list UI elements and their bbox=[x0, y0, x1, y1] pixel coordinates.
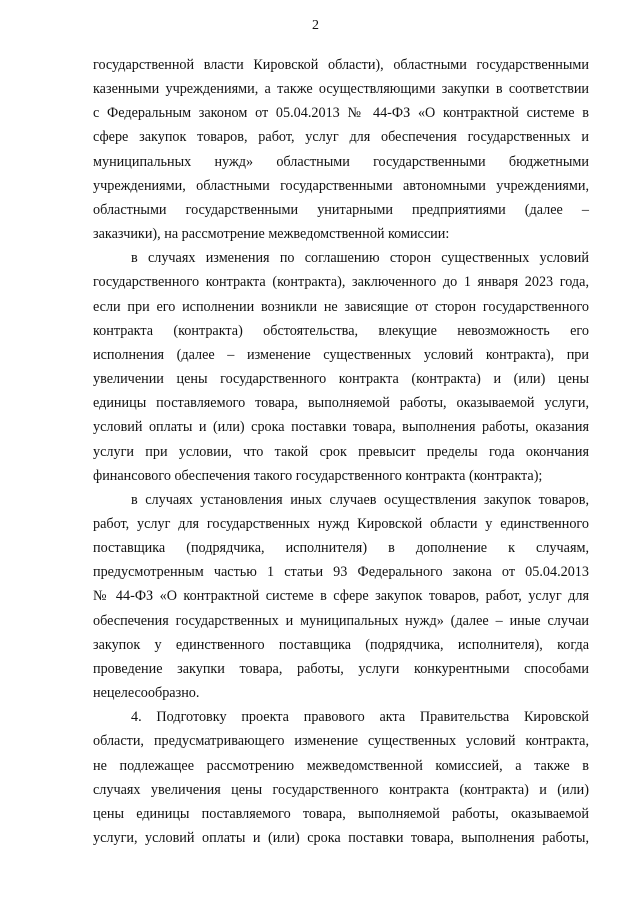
text-line: государственного контракта (контракта), заключенного до 1 января 2023 года, bbox=[93, 274, 589, 291]
document-body bbox=[93, 53, 589, 850]
text-line: в случаях изменения по соглашению сторон существенных условий bbox=[131, 250, 589, 267]
text-line: услуги, условий оплаты и (или) срока поставки товара, выполнения работы, bbox=[93, 830, 589, 846]
text-line: увеличении цены государственного контракта (контракта) и (или) цены bbox=[93, 371, 589, 388]
text-line: если при его исполнении возникли не зависящие от сторон государственного bbox=[93, 298, 589, 315]
text-line: обеспечения государственных и муниципальных нужд» (далее – иные случаи bbox=[93, 612, 589, 629]
text-line: финансового обеспечения такого государственного контракта (контракта); bbox=[93, 467, 543, 484]
text-line: случаях увеличения цены государственного контракта (контракта) и (или) bbox=[93, 781, 589, 798]
text-line: услуги при условии, что такой срок превысит пределы года окончания bbox=[93, 443, 589, 460]
text-line: казенными учреждениями, а также осуществляющими закупки в соответствии bbox=[93, 81, 589, 98]
text-line: учреждениями, областными государственными автономными учреждениями, bbox=[93, 177, 589, 194]
text-line: исполнения (далее – изменение существенных условий контракта), при bbox=[93, 346, 589, 363]
text-line: с Федеральным законом от 05.04.2013 № 44-ФЗ «О контрактной системе в bbox=[93, 105, 589, 122]
text-line: в случаях установления иных случаев осуществления закупок товаров, bbox=[131, 491, 589, 508]
text-line: государственной власти Кировской области), областными государственными bbox=[93, 57, 589, 73]
text-line: проведение закупки товара, работы, услуги конкурентными способами bbox=[93, 660, 589, 677]
text-line: № 44-ФЗ «О контрактной системе в сфере закупок товаров, работ, услуг для bbox=[93, 588, 589, 605]
text-line: поставщика (подрядчика, исполнителя) в дополнение к случаям, bbox=[93, 540, 589, 557]
text-line: работ, услуг для государственных нужд Кировской области у единственного bbox=[93, 515, 589, 532]
text-line: единицы поставляемого товара, выполняемой работы, оказываемой услуги, bbox=[93, 395, 589, 412]
page-number: 2 bbox=[312, 18, 319, 33]
text-line: нецелесообразно. bbox=[93, 685, 200, 702]
text-line: областными государственными унитарными предприятиями (далее – bbox=[93, 201, 589, 218]
text-line: цены единицы поставляемого товара, выполняемой работы, оказываемой bbox=[93, 805, 589, 822]
paragraph-4 bbox=[93, 705, 589, 850]
text-line: муниципальных нужд» областными государственными бюджетными bbox=[93, 153, 589, 170]
text-line: области, предусматривающего изменение существенных условий контракта, bbox=[93, 733, 589, 750]
text-line: сфере закупок товаров, работ, услуг для обеспечения государственных и bbox=[93, 129, 589, 146]
text-line: условий оплаты и (или) срока поставки товара, выполнения работы, оказания bbox=[93, 419, 589, 436]
text-line: закупок у единственного поставщика (подрядчика, исполнителя), когда bbox=[93, 636, 589, 653]
paragraph-3 bbox=[93, 488, 589, 705]
text-line: заказчики), на рассмотрение межведомственной комиссии: bbox=[93, 226, 450, 243]
text-line: предусмотренным частью 1 статьи 93 Федерального закона от 05.04.2013 bbox=[93, 564, 589, 581]
paragraph-1 bbox=[93, 53, 589, 246]
text-line: не подлежащее рассмотрению межведомственной комиссией, а также в bbox=[93, 757, 589, 774]
paragraph-2 bbox=[93, 246, 589, 488]
text-line: 4. Подготовку проекта правового акта Правительства Кировской bbox=[131, 709, 589, 726]
text-line: контракта (контракта) обстоятельства, влекущие невозможность его bbox=[93, 322, 589, 339]
